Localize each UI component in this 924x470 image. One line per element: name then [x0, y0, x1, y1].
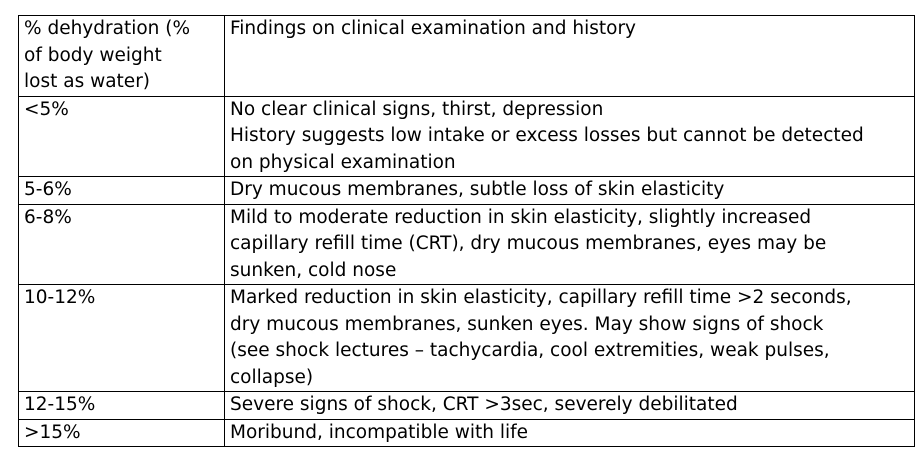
findings-cell — [225, 177, 915, 205]
range-cell: >15% — [19, 419, 225, 447]
range-cell: 10-12% — [19, 285, 225, 392]
header-line: of body weight — [24, 44, 162, 66]
findings-line: collapse) — [230, 366, 314, 388]
table-row — [19, 177, 915, 205]
findings-line: on physical examination — [230, 151, 456, 173]
findings-cell — [225, 419, 915, 447]
table-row — [19, 204, 915, 285]
findings-line: Severe signs of shock, CRT >3sec, severely debilitated — [230, 394, 738, 415]
header-line: Findings on clinical examination and history — [230, 18, 636, 39]
findings-line: Mild to moderate reduction in skin elasticity, slightly increased — [230, 206, 812, 228]
range-cell: <5% — [19, 96, 225, 177]
header-dehydration-percent — [19, 16, 225, 97]
findings-line: Marked reduction in skin elasticity, capillary refill time >2 seconds, — [230, 287, 852, 308]
findings-cell — [225, 285, 915, 392]
table-row — [19, 285, 915, 392]
findings-line: sunken, cold nose — [230, 259, 397, 281]
findings-line: capillary refill time (CRT), dry mucous membranes, eyes may be — [230, 233, 827, 254]
table-row — [19, 419, 915, 447]
findings-line: Moribund, incompatible with life — [230, 421, 529, 443]
findings-cell — [225, 392, 915, 420]
range-cell: 12-15% — [19, 392, 225, 420]
table-row — [19, 392, 915, 420]
findings-line: History suggests low intake or excess losses but cannot be detected — [230, 125, 864, 146]
range-cell: 6-8% — [19, 204, 225, 285]
dehydration-table — [18, 15, 915, 447]
range-cell: 5-6% — [19, 177, 225, 205]
findings-cell — [225, 96, 915, 177]
header-line: % dehydration (% — [24, 18, 191, 39]
findings-line: dry mucous membranes, sunken eyes. May show signs of shock — [230, 313, 824, 335]
findings-cell — [225, 204, 915, 285]
header-findings — [225, 16, 915, 97]
table-header-row — [19, 16, 915, 97]
findings-line: (see shock lectures – tachycardia, cool extremities, weak pulses, — [230, 340, 830, 361]
table-row — [19, 96, 915, 177]
header-line: lost as water) — [24, 71, 151, 92]
findings-line: Dry mucous membranes, subtle loss of skin elasticity — [230, 179, 725, 200]
findings-line: No clear clinical signs, thirst, depression — [230, 98, 604, 120]
